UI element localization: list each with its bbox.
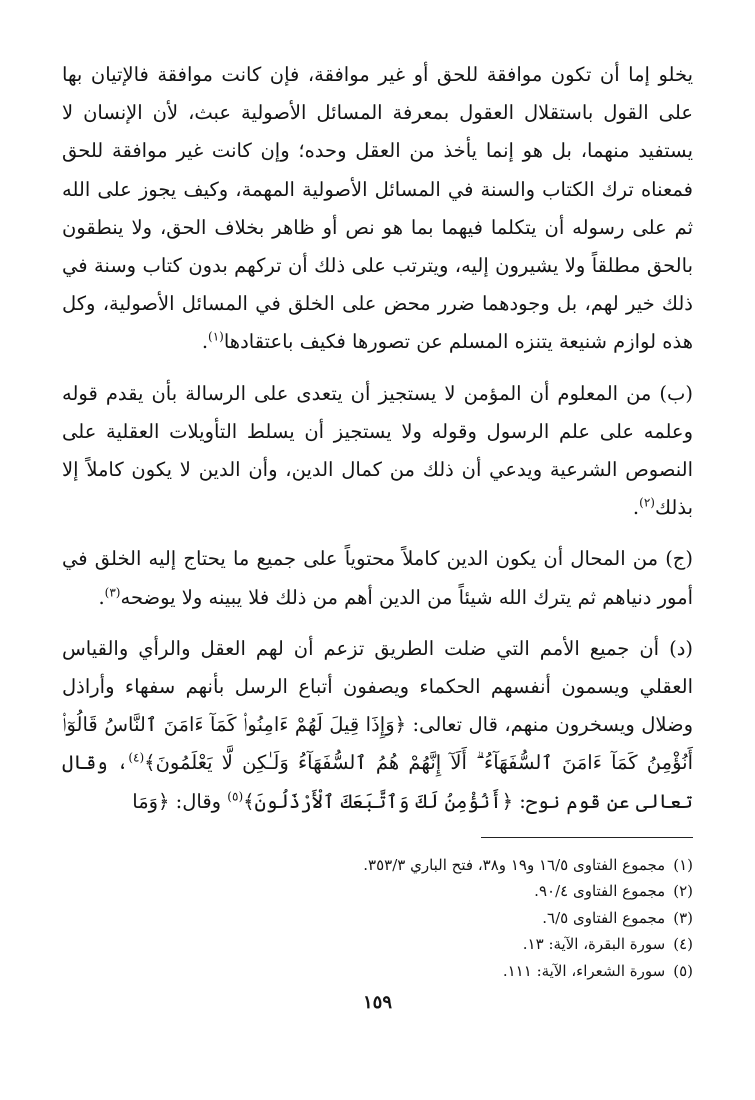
- paragraph-tail: .: [98, 585, 105, 609]
- footnote-number: (٢): [673, 882, 693, 901]
- footnote-text: سورة البقرة، الآية: ١٣.: [522, 935, 666, 954]
- footnote-ref-2[interactable]: (٢): [639, 495, 655, 510]
- footnote-item: [62, 905, 693, 932]
- paragraph-text: (ب) من المعلوم أن المؤمن لا يستجيز أن يتعدى على الرسالة بأن يقدم قوله وعلمه على علم الرسول وقوله ولا يستجيز أن يسلط التأويلات العقلية على النصوص الشرعية ويدعي أن ذلك من كمال الدين، وأن الدين لا يكون كاملاً إلا بذلك: [62, 381, 693, 520]
- footnote-text: مجموع الفتاوى ١٦/٥ و١٩ و٣٨، فتح الباري ٣٥٣/٣.: [363, 855, 666, 874]
- footnote-divider: [481, 837, 693, 838]
- footnote-text: سورة الشعراء، الآية: ١١١.: [502, 961, 666, 980]
- paragraph-text: يخلو إما أن تكون موافقة للحق أو غير موافقة، فإن كانت موافقة فالإتيان بها على القول باستقلال العقول بمعرفة المسائل الأصولية عبث، لأن الإنسان لا يستفيد منهما، بل هو إنما يأخذ من العقل وحده؛ وإن كانت غير موافقة للحق فمعناه ترك الكتاب والسنة في المسائل الأصولية المهمة، وكيف يجوز على الله ثم على رسوله أن يتكلما فيهما بما هو نص أو ظاهر بخلاف الحق، ولا ينطقون بالحق مطلقاً ولا يشيرون إليه، ويترتب على ذلك أن تركهم بدون كتاب وسنة في ذلك خير لهم، بل وجودهما ضرر محض على الخلق في المسائل الأصولية، وكل هذه لوازم شنيعة يتنزه المسلم عن تصورها فكيف باعتقادها: [62, 63, 693, 354]
- paragraph-c: [62, 540, 693, 616]
- paragraph-tail: .: [632, 496, 640, 520]
- footnote-number: (١): [673, 855, 693, 874]
- paragraph-tail: .: [201, 330, 209, 354]
- paragraph-text: (ج) من المحال أن يكون الدين كاملاً محتوياً على جميع ما يحتاج إليه الخلق في أمور دنياهم ثم يترك الله شيئاً من الدين أهم من ذلك فلا يبينه ولا يوضحه: [62, 547, 693, 609]
- paragraph-tail: ، وقال تعالى عن قوم نوح: ﴿أَنُؤْمِنُ لَكَ وَٱتَّبَعَكَ ٱلْأَرْذَلُونَ﴾: [62, 751, 693, 813]
- footnote-ref-1[interactable]: (١): [208, 329, 224, 344]
- footnote-item: [62, 852, 693, 879]
- paragraph-b: [62, 375, 693, 528]
- footnote-number: (٣): [673, 908, 693, 927]
- footnote-ref-4[interactable]: (٤): [128, 750, 145, 765]
- page-number: ١٥٩: [362, 992, 392, 1013]
- footnote-ref-5[interactable]: (٥): [227, 789, 244, 804]
- footnote-item: [62, 958, 693, 985]
- footnote-text: مجموع الفتاوى ٦/٥.: [542, 908, 666, 927]
- paragraph-continuation: [62, 56, 693, 362]
- paragraph-d: [62, 630, 693, 821]
- paragraph-tail: وقال: ﴿وَمَا: [132, 789, 228, 813]
- footnote-number: (٥): [673, 961, 693, 980]
- footnote-text: مجموع الفتاوى ٩٠/٤.: [534, 882, 666, 901]
- footnote-number: (٤): [673, 935, 693, 954]
- footnote-ref-3[interactable]: (٣): [104, 585, 121, 600]
- footnotes-list: [62, 852, 693, 985]
- paragraph-text: (د) أن جميع الأمم التي ضلت الطريق تزعم أن لهم العقل والرأي والقياس العقلي ويسمون أنفسهم الحكماء ويصفون أتباع الرسل بأنهم سفهاء وأراذل وضلال ويسخرون منهم، قال تعالى: ﴿وَإِذَا قِيلَ لَهُمْ ءَامِنُوا۟ كَمَآ ءَامَنَ ٱلنَّاسُ قَالُوٓا۟ أَنُؤْمِنُ كَمَآ ءَامَنَ ٱلسُّفَهَآءُ ۗ أَلَآ إِنَّهُمْ هُمُ ٱلسُّفَهَآءُ وَلَـٰكِن لَّا يَعْلَمُونَ﴾: [62, 636, 693, 775]
- footnote-item: [62, 878, 693, 905]
- main-text: [62, 56, 693, 821]
- footnote-item: [62, 931, 693, 958]
